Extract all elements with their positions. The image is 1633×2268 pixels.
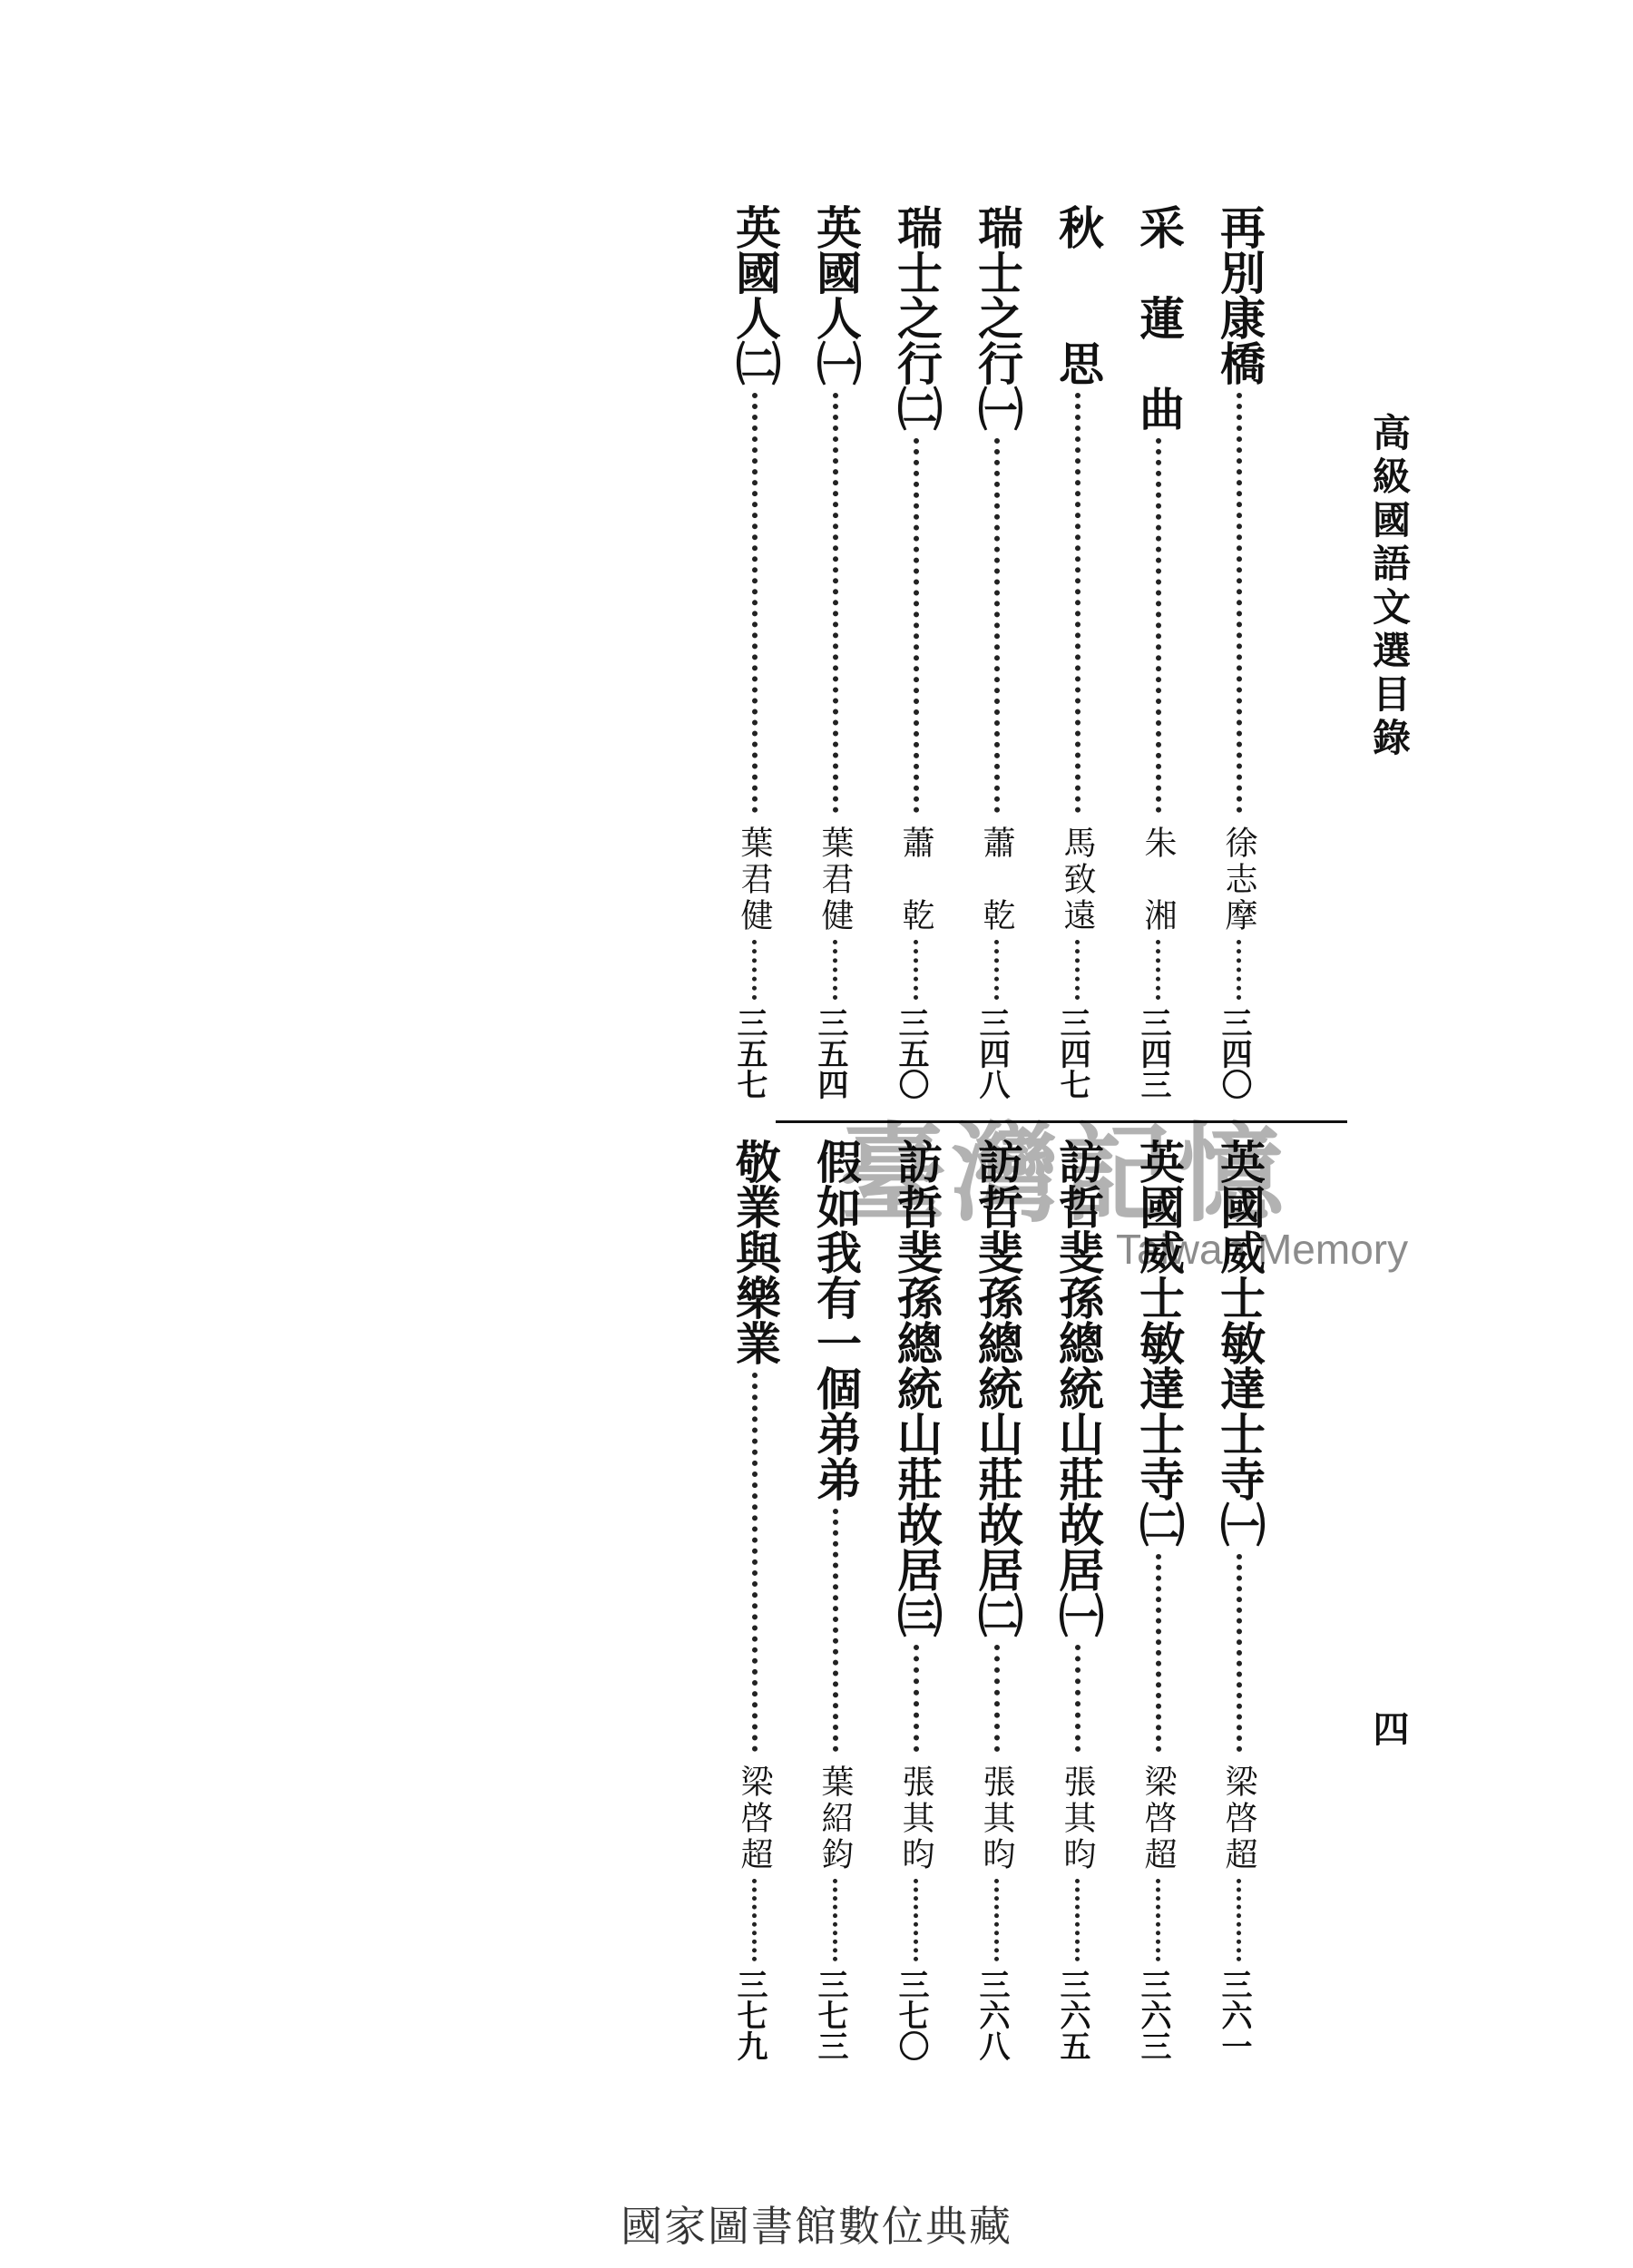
leader-dots [1237,1554,1242,1752]
leader-dots [1156,438,1161,813]
entry-author: 蕭 乾 [978,826,1015,934]
entry-title: 假如我有一個弟弟 [809,1139,863,1501]
entry-title: 秋 思 [1051,204,1105,386]
entry-title: 英國人㈡ [728,204,782,386]
entry-page-number: 三五四 [812,1007,848,1100]
leader-dots [994,1645,1000,1752]
leader-dots-short [1237,940,1241,1000]
entry-page-number: 三五〇 [893,1007,929,1100]
entry-author: 朱 湘 [1139,826,1177,934]
leader-dots-short [994,1879,999,1961]
entry-title: 敬業與樂業 [728,1139,782,1365]
entry-page-number: 三四〇 [1216,1007,1252,1100]
entry-author: 葉紹鈞 [816,1765,854,1873]
entry-page-number: 三五七 [731,1007,768,1100]
entry-author: 梁啓超 [1139,1765,1177,1873]
entry-page-number: 三四七 [1054,1007,1090,1100]
entry-title: 訪哲斐孫總統山莊故居㈡ [971,1139,1024,1637]
leader-dots [914,438,919,813]
entry-title: 英國威士敏達士寺㈠ [1213,1139,1266,1547]
footer-text: 國家圖書館數位典藏 [621,2202,1012,2251]
leader-dots [914,1645,919,1752]
leader-dots [1237,393,1242,813]
entry-author: 徐志摩 [1220,826,1257,934]
entry-author: 葉君健 [816,826,854,934]
leader-dots [1075,393,1081,813]
leader-dots-short [914,1879,918,1961]
entry-author: 葉君健 [736,826,773,934]
page-number: 四 [1367,1710,1410,1746]
entry-title: 采 蓮 曲 [1132,204,1186,431]
entry-page-number: 三六一 [1216,1969,1252,2061]
entry-title: 英國人㈠ [809,204,863,386]
leader-dots [752,1373,758,1752]
entry-title: 瑞士之行㈡ [890,204,944,431]
entry-page-number: 三七〇 [893,1969,929,2061]
leader-dots-short [833,940,837,1000]
entry-page-number: 三六三 [1135,1969,1171,2061]
leader-dots-short [1075,1879,1080,1961]
entry-author: 張其昀 [978,1765,1015,1873]
entry-author: 馬致遠 [1059,826,1096,934]
entry-page-number: 三六八 [973,1969,1010,2061]
entry-page-number: 三六五 [1054,1969,1090,2061]
entry-page-number: 三四八 [973,1007,1010,1100]
entry-author: 張其昀 [1059,1765,1096,1873]
leader-dots-short [1156,940,1160,1000]
entry-title: 訪哲斐孫總統山莊故居㈠ [1051,1139,1105,1637]
entry-title: 英國威士敏達士寺㈡ [1132,1139,1186,1547]
entry-author: 梁啓超 [1220,1765,1257,1873]
watermark-subtext: Taiwan Memory [1116,1226,1409,1273]
leader-dots-short [1075,940,1080,1000]
leader-dots-short [752,1879,757,1961]
leader-dots [1156,1554,1161,1752]
watermark-text: 臺灣記憶 [839,1110,1290,1237]
leader-dots [833,1509,838,1752]
entry-title: 瑞士之行㈠ [971,204,1024,431]
leader-dots [752,393,758,813]
leader-dots [833,393,838,813]
leader-dots-short [1237,1879,1241,1961]
running-title: 高級國語文選目錄 [1367,413,1412,761]
leader-dots [1075,1645,1081,1752]
entry-page-number: 三七九 [731,1969,768,2061]
leader-dots-short [752,940,757,1000]
leader-dots-short [914,940,918,1000]
entry-page-number: 三七三 [812,1969,848,2061]
leader-dots-short [994,940,999,1000]
entry-author: 蕭 乾 [897,826,934,934]
entry-title: 訪哲斐孫總統山莊故居㈢ [890,1139,944,1637]
entry-author: 梁啓超 [736,1765,773,1873]
leader-dots-short [1156,1879,1160,1961]
leader-dots [994,438,1000,813]
entry-title: 再別康橋 [1213,204,1266,386]
entry-page-number: 三四三 [1135,1007,1171,1100]
leader-dots-short [833,1879,837,1961]
entry-author: 張其昀 [897,1765,934,1873]
